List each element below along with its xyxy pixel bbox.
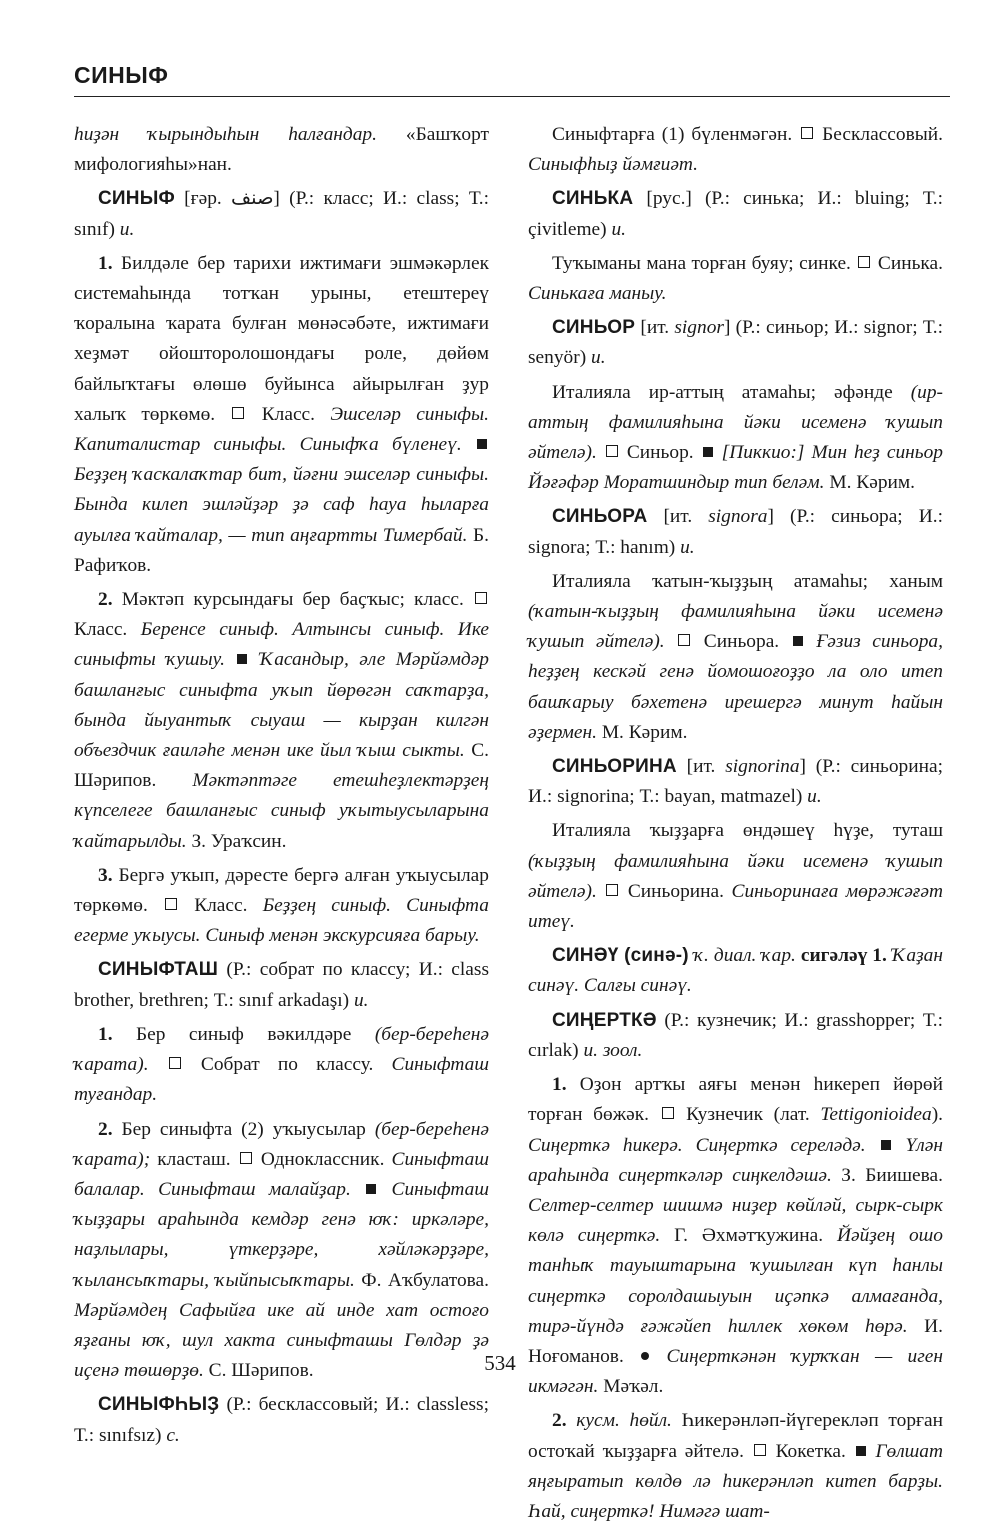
- body-text: Һикерәнләп-йүгерекләп торған остоҡай ҡыҙҙарға әйтелә.: [528, 1410, 943, 1462]
- italic-text: Селтер-селтер шишмә ниҙер көйләй, сырк-сырк көлә сиңерткә.: [528, 1194, 943, 1247]
- body-text: Бесклассовый.: [815, 124, 944, 145]
- sense-number: 2.: [552, 1410, 567, 1432]
- body-text: [597, 442, 604, 463]
- body-text: Синька.: [872, 252, 944, 274]
- sense-number: 1.: [552, 1074, 567, 1096]
- open-square-icon: [232, 407, 244, 419]
- italic-text: signora: [708, 506, 768, 528]
- italic-text: Беҙҙең ҡаскалаҡтар бит, йәғни эшселәр синыфы. Бында килеп эшләйҙәр ҙә саф һауа һыларға ауылға ҡайталар, — тип аңғартты Тимербай.: [74, 464, 489, 546]
- open-square-icon: [165, 898, 177, 910]
- body-text: Б. Рафиҡов.: [74, 524, 489, 576]
- body-text: Синьора.: [692, 631, 791, 653]
- entry-paragraph: [74, 249, 489, 581]
- italic-text: Эшселәр синыфы. Капиталистар синыфы. Синыфҡа бүленеү.: [74, 403, 489, 456]
- entry-paragraph: [528, 752, 943, 812]
- entry-paragraph: [528, 378, 943, 499]
- body-text: Синыфтарға (1) бүленмәгән.: [552, 124, 800, 145]
- italic-text: ҡ. диал. ҡар.: [693, 945, 796, 967]
- body-text: Билдәле бер тарихи ижтимағи эшмәкәрлек системаһында тотҡан урыны, етештереү ҡоралына ҡарата булған мөнәсәбәте, ижтимағи хеҙмәт ойошторолошондағы роле, дөйөм байлыҡтағы өлөшө буйынса айырылған ҙур халыҡ төркөмө.: [74, 252, 489, 425]
- body-text: З. Ураҡсин.: [186, 830, 287, 852]
- body-text: С. Шәрипов.: [203, 1360, 314, 1382]
- body-text: Италияла ир-аттың атамаһы; әфәнде: [552, 381, 911, 403]
- body-text: [149, 1054, 167, 1075]
- filled-square-icon: [881, 1140, 891, 1150]
- body-text: Одноклассник.: [253, 1148, 392, 1170]
- right-column: [528, 120, 943, 1531]
- italic-text: Гөлшат яңғыратып көлдө лә һикерәнләп китеп барҙы. Һай, сиңерткә! Нимәгә шат-: [528, 1440, 943, 1522]
- open-square-icon: [169, 1057, 181, 1069]
- body-text: Бергә уҡып, дәресте бергә алған уҡыусылар төркөмө.: [74, 864, 489, 917]
- entry-paragraph: [74, 1115, 489, 1387]
- italic-text: и.: [807, 786, 822, 808]
- open-square-icon: [662, 1107, 674, 1119]
- open-square-icon: [754, 1444, 766, 1456]
- entry-paragraph: [528, 120, 943, 180]
- body-text: Мәктәп курсындағы бер баҫҡыс; класс.: [112, 589, 473, 611]
- running-head: СИНЫФ: [74, 62, 169, 88]
- italic-text: Синыфташ балалар. Синыфташ малайҙар.: [74, 1148, 489, 1200]
- body-text: Г. Әхмәтҡужина.: [660, 1225, 837, 1247]
- body-text: Бер синыф вәкилдәре: [112, 1023, 375, 1045]
- headword: СИНЬОР: [552, 317, 636, 339]
- body-text: [ит.: [647, 506, 709, 528]
- sense-number: 3.: [98, 864, 113, 886]
- sense-number: 1.: [98, 252, 113, 274]
- body-text: [рус.] (Р.: синька; И.: bluing; Т.: çivitleme): [528, 188, 943, 240]
- headword: СИНЬКА: [552, 188, 634, 210]
- entry-paragraph: [528, 249, 943, 309]
- body-text: [665, 631, 677, 652]
- headword: СИНӘҮ (синә-): [552, 945, 689, 967]
- entry-paragraph: [528, 816, 943, 937]
- body-text: Мәҡәл.: [598, 1376, 664, 1398]
- body-text: Кузнечик (лат.: [675, 1104, 821, 1126]
- filled-square-icon: [793, 636, 803, 646]
- filled-square-icon: [237, 654, 247, 664]
- entry-paragraph: [528, 941, 943, 1001]
- body-text: [462, 434, 475, 455]
- open-square-icon: [801, 127, 813, 139]
- italic-text: Ғәзиз синьора, һеҙҙең кескәй генә йомошоғоҙҙо ла оло итеп башҡарыу бәхетенә ирешергә минут һайын әҙермен.: [528, 631, 943, 743]
- body-text: [ит.: [635, 317, 675, 339]
- body-text: [ит.: [676, 756, 726, 778]
- italic-text: signor: [674, 317, 724, 339]
- body-text: Ф. Аҡбулатова.: [354, 1269, 489, 1291]
- body-text: Синьор.: [619, 442, 701, 464]
- italic-text: и.: [611, 218, 626, 240]
- italic-text: кусм. һөйл.: [576, 1410, 672, 1432]
- body-text: Оҙон артҡы аяғы менән һикереп йөрөй торған бөжәк.: [528, 1074, 943, 1126]
- body-text: [225, 649, 235, 670]
- body-text: (Р.: собрат по классу; И.: class brother, brethren; Т.: sınıf arkadaşı): [74, 959, 489, 1011]
- italic-text: һиҙән ҡырындыһын һалғандар.: [74, 124, 377, 145]
- italic-text: (бер-береһенә ҡарата).: [74, 1023, 489, 1076]
- body-text: Италияла ҡатын-ҡыҙҙың атамаһы; ханым: [552, 570, 943, 592]
- headword: СИНЬОРА: [552, 506, 648, 528]
- body-text: ).: [931, 1104, 943, 1126]
- italic-text: (ҡатын-ҡыҙҙың фамилияһына йәки исеменә ҡушып әйтелә).: [528, 601, 943, 653]
- italic-text: и.: [680, 536, 695, 558]
- headword: СИНЫФТАШ: [98, 959, 219, 981]
- italic-text: с.: [166, 1424, 180, 1446]
- entry-paragraph: [74, 861, 489, 952]
- entry-paragraph: [528, 313, 943, 373]
- italic-text: (ир-аттың фамилияһына йәки исеменә ҡушып әйтелә).: [528, 381, 943, 464]
- entry-paragraph: [74, 184, 489, 244]
- body-text: (Р.: кузнечик; И.: grasshopper; Т.: cırlak): [528, 1009, 943, 1061]
- headword: СИҢЕРТКӘ: [552, 1009, 657, 1031]
- open-square-icon: [606, 884, 618, 896]
- left-column: [74, 120, 489, 1455]
- open-square-icon: [606, 445, 618, 457]
- page-number: 534: [484, 1351, 516, 1375]
- body-text: ] (Р.: синьор; И.: signor; Т.: senyör): [528, 317, 943, 369]
- body-text: Класс.: [246, 403, 331, 425]
- italic-text: Синыфташ туғандар.: [74, 1054, 489, 1106]
- entry-paragraph: [74, 585, 489, 857]
- italic-text: signorina: [725, 756, 800, 778]
- body-text: Италияла ҡыҙҙарға өндәшеү һүҙе, туташ: [552, 820, 943, 842]
- italic-text: Сиңерткәнән ҡурҡҡан — иген икмәгән.: [528, 1345, 943, 1398]
- open-square-icon: [475, 592, 487, 604]
- body-text: Класс.: [179, 895, 263, 917]
- italic-text: Синыфташ ҡыҙҙары араһында кемдәр генә юҡ: иркәләре, наҙлылары, үткерҙәре, хәйләкәрҙәре, ҡылансыҡтары, ҡыйпысыҡтары.: [74, 1178, 489, 1291]
- italic-text: и.: [353, 989, 369, 1011]
- italic-text: [Пиккио:] Мин һеҙ синьор Йәғәфәр Моратшиндыр тип беләм.: [528, 442, 944, 494]
- open-square-icon: [858, 256, 870, 268]
- headword: СИНЬОРИНА: [552, 756, 677, 778]
- body-text: [351, 1179, 364, 1200]
- entry-paragraph: [528, 1006, 943, 1066]
- italic-text: (бер-береһенә ҡарата);: [74, 1118, 489, 1170]
- body-text: [ғәр. صنف] (Р.: класс; И.: class; Т.: sınıf): [74, 188, 489, 240]
- italic-text: Мәктәптәге етешһеҙлектәрҙең күпселеге башланғыс синыф уҡытыусыларына ҡайтарылды.: [74, 770, 489, 852]
- italic-text: (ҡыҙҙың фамилияһына йәки исеменә ҡушып әйтелә).: [528, 850, 943, 902]
- italic-text: Ҡасандыр, әле Мәрйәмдәр башланғыс синыфта уҡып йөрөгән саҡтарҙа, бында йыуантыҡ сыуаш — кырҙан килгән объездчик ғаиләһе менән ике йыл ҡыш сыкты.: [74, 649, 489, 762]
- header-rule: [74, 96, 950, 97]
- body-text: ] (Р.: синьора; И.: signora; Т.: hanım): [528, 506, 943, 558]
- italic-text: и.: [119, 218, 135, 240]
- body-text: М. Кәрим.: [596, 721, 688, 743]
- filled-square-icon: [366, 1184, 376, 1194]
- open-square-icon: [678, 634, 690, 646]
- filled-square-icon: [703, 447, 713, 457]
- body-text: ] (Р.: синьорина; И.: signorina; Т.: bayan, matmazel): [528, 756, 943, 808]
- body-text: [567, 1410, 577, 1431]
- sense-number: 1.: [98, 1023, 113, 1045]
- italic-text: Үлән араһында сиңерткәләр сиңкелдәшә.: [528, 1134, 943, 1186]
- body-text: Класс.: [74, 619, 141, 641]
- entry-paragraph: [528, 184, 943, 244]
- body-text: Собрат по классу.: [182, 1054, 392, 1076]
- body-text: (Р.: бесклассовый; И.: classless; Т.: sınıfsız): [74, 1394, 489, 1446]
- italic-text: Беҙҙең синыф. Синыфта егерме уҡыусы. Синыф менән экскурсияға барыу.: [74, 895, 489, 947]
- headword: СИНЫФ: [98, 188, 175, 210]
- entry-paragraph: [74, 955, 489, 1015]
- body-text: З. Биишева.: [831, 1164, 943, 1186]
- entry-paragraph: [74, 1390, 489, 1450]
- italic-text: Беренсе синыф. Алтынсы синыф. Ике синыфты ҡушыу.: [74, 619, 490, 671]
- entry-paragraph: [528, 502, 943, 562]
- italic-text: Tettigonioidea: [820, 1104, 932, 1126]
- body-text: С. Шәрипов.: [74, 740, 489, 792]
- entry-paragraph: [74, 120, 489, 180]
- entry-paragraph: [528, 567, 943, 748]
- sense-number: 2.: [98, 1118, 113, 1140]
- italic-text: и.: [591, 347, 606, 369]
- italic-text: Синьоринаға мөрәжәғәт итеү.: [528, 880, 943, 933]
- body-text: Кокетка.: [767, 1440, 854, 1462]
- italic-text: Синькаға маныу.: [528, 283, 667, 305]
- body-text: класташ.: [150, 1148, 238, 1170]
- italic-text: Сиңерткә һикерә. Сиңерткә сереләдә.: [528, 1134, 866, 1156]
- open-square-icon: [240, 1152, 252, 1164]
- italic-text: Синыфһыҙ йәмғиәт.: [528, 154, 699, 176]
- body-text: М. Кәрим.: [824, 472, 916, 494]
- body-text: Синьорина.: [620, 880, 732, 902]
- italic-text: Йәйҙең ошо танһыҡ тауыштарына ҡушылған күп һанлы сиңерткә соролдашыуын иҫәпкә алмағанда, тирә-йүндә ғәжәйеп һиллек хөкөм һөрә.: [528, 1225, 944, 1337]
- sense-number: 2.: [98, 589, 113, 611]
- body-text: [866, 1135, 879, 1156]
- entry-paragraph: [74, 1020, 489, 1111]
- filled-square-icon: [477, 439, 487, 449]
- body-text: «Башҡорт мифологияһы»нан.: [74, 124, 489, 176]
- body-text: Бер синыфта (2) уҡыусылар: [112, 1118, 375, 1140]
- entry-paragraph: [528, 1406, 943, 1527]
- sense-number: сигәләү 1.: [800, 945, 887, 967]
- body-text: И. Ноғоманов.: [528, 1315, 943, 1367]
- body-text: [597, 881, 605, 902]
- italic-text: Мәрйәмдең Сафыйға ике ай инде хат остоғо яҙғаны юҡ, шул хакта синыфташы Гөлдәр ҙә иҫенә төшөрҙө.: [74, 1299, 489, 1382]
- headword: СИНЫФҺЫҘ: [98, 1394, 220, 1416]
- italic-text: и. зоол.: [583, 1039, 643, 1061]
- body-text: Туҡыманы мана торған буяу; синке.: [552, 252, 857, 274]
- italic-text: Ҡаҙан синәү. Салғы синәү.: [528, 945, 943, 997]
